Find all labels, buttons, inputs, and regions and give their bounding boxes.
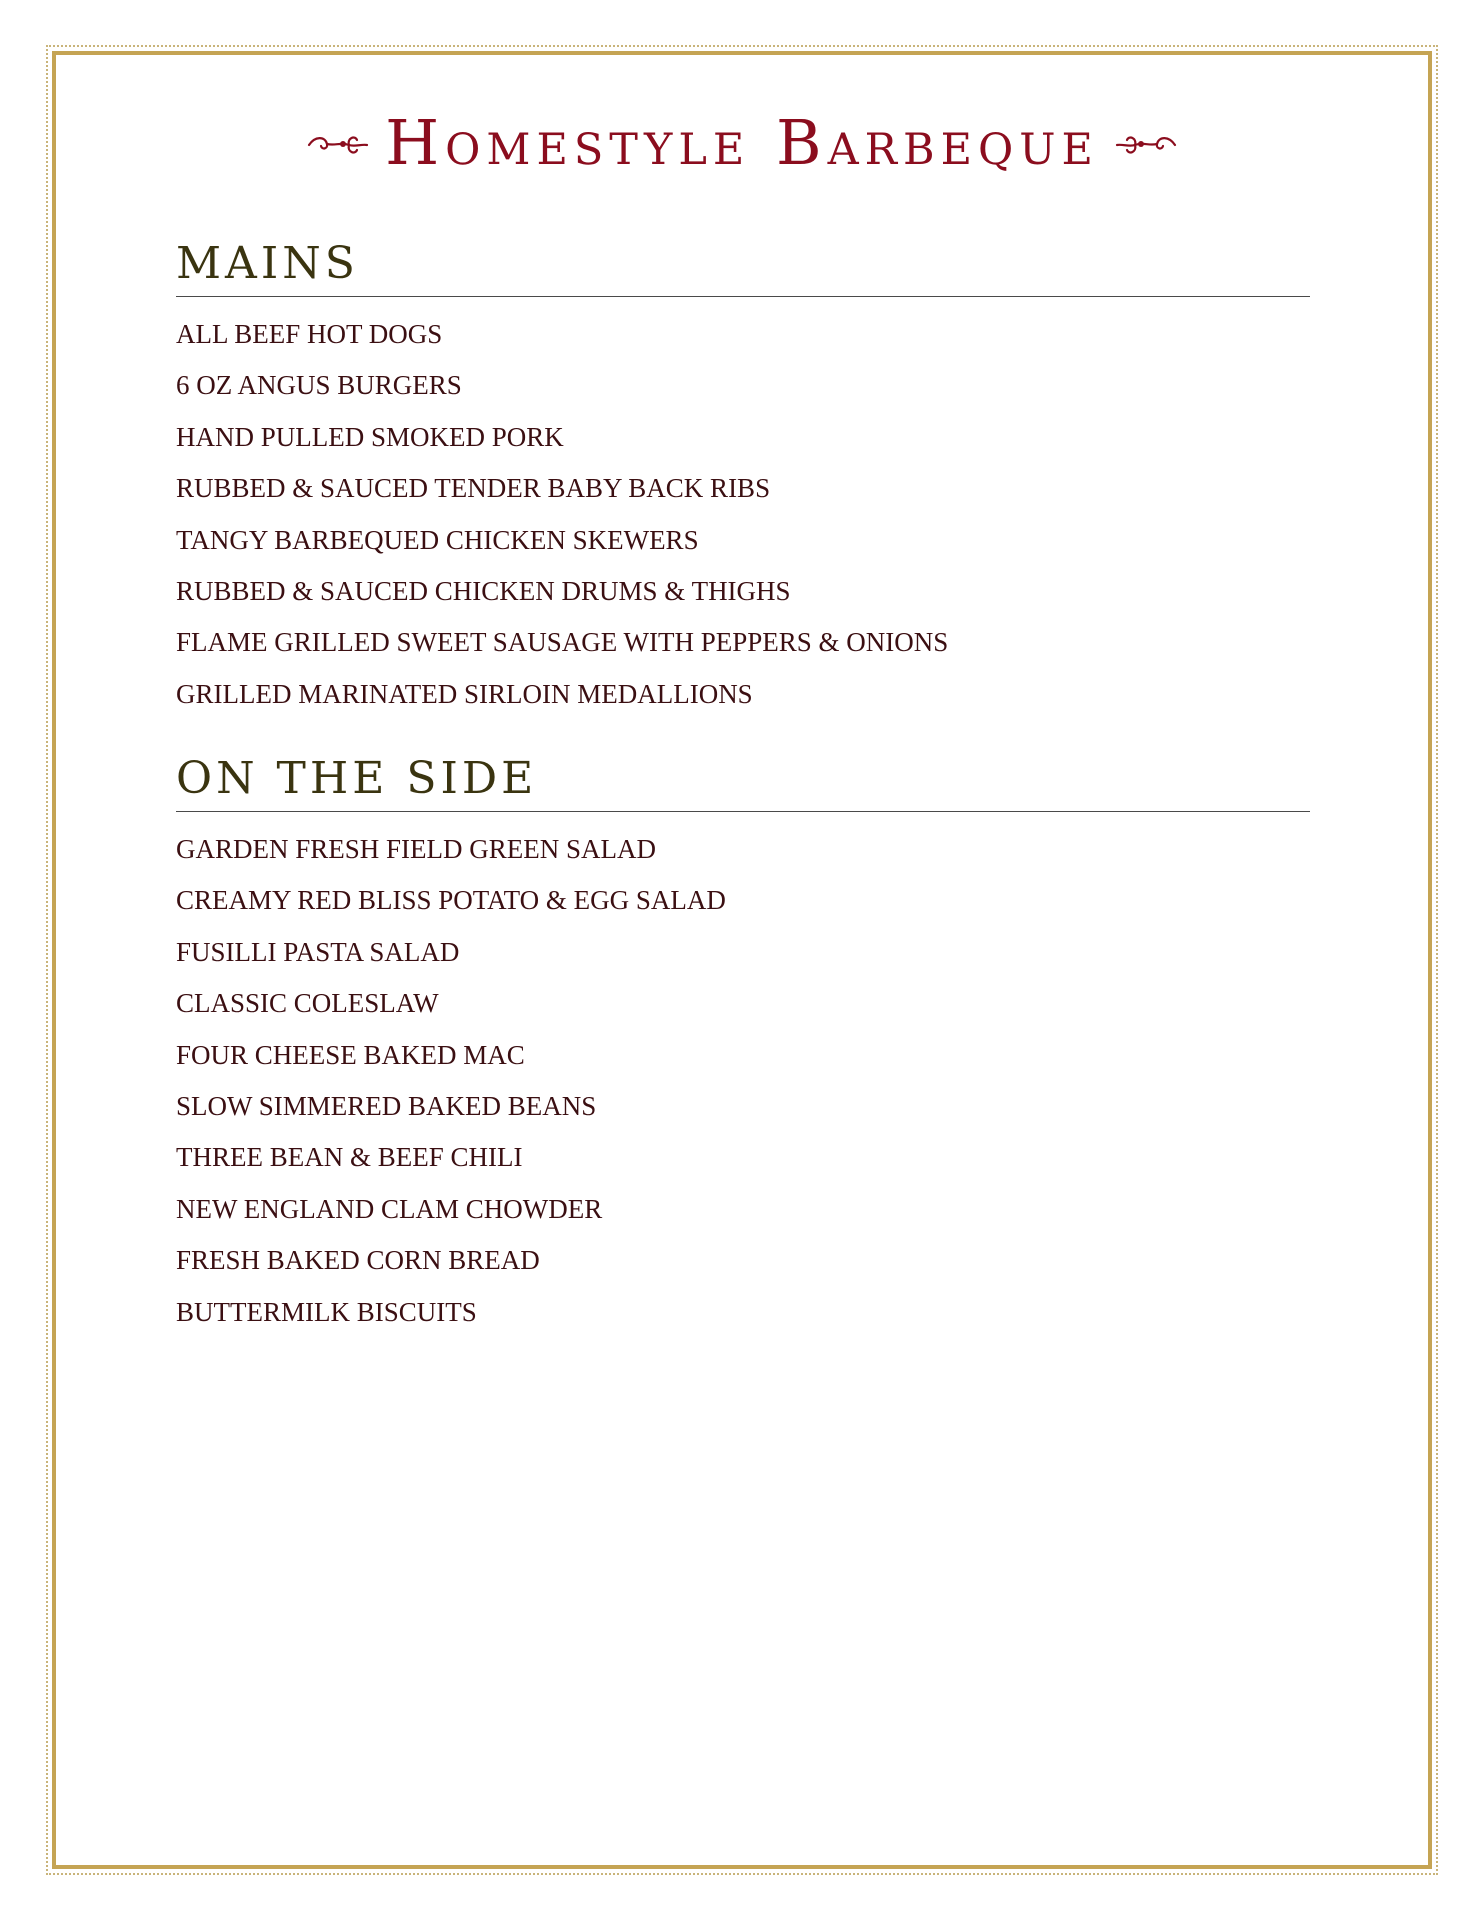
scroll-flourish-icon: [1113, 130, 1179, 160]
section-heading: MAINS: [176, 242, 1310, 297]
menu-item: FRESH BAKED CORN BREAD: [176, 1245, 540, 1276]
menu-header: [0, 105, 1484, 185]
menu-item: CLASSIC COLESLAW: [176, 988, 439, 1019]
menu-item: TANGY BARBEQUED CHICKEN SKEWERS: [176, 524, 699, 555]
menu-item: SLOW SIMMERED BAKED BEANS: [176, 1090, 597, 1121]
menu-item: GRILLED MARINATED SIRLOIN MEDALLIONS: [176, 678, 753, 709]
menu-item: RUBBED & SAUCED TENDER BABY BACK RIBS: [176, 473, 771, 504]
menu-item: HAND PULLED SMOKED PORK: [176, 421, 564, 452]
menu-title: Homestyle Barbeque: [385, 106, 1099, 179]
menu-item: 6 OZ ANGUS BURGERS: [176, 370, 462, 401]
menu-item: FLAME GRILLED SWEET SAUSAGE WITH PEPPERS & ONIONS: [176, 627, 949, 658]
section-mains: [176, 238, 1310, 720]
menu-item: FOUR CHEESE BAKED MAC: [176, 1039, 525, 1070]
menu-item-list: [176, 824, 1310, 1338]
menu-item-list: [176, 309, 1310, 720]
menu-item: CREAMY RED BLISS POTATO & EGG SALAD: [176, 885, 726, 916]
menu-item: ALL BEEF HOT DOGS: [176, 319, 443, 349]
menu-item: RUBBED & SAUCED CHICKEN DRUMS & THIGHS: [176, 575, 791, 606]
menu-item: GARDEN FRESH FIELD GREEN SALAD: [176, 834, 657, 864]
menu-item: BUTTERMILK BISCUITS: [176, 1296, 477, 1327]
menu-item: THREE BEAN & BEEF CHILI: [176, 1142, 523, 1173]
section-on-the-side: [176, 753, 1310, 1338]
menu-item: FUSILLI PASTA SALAD: [176, 936, 460, 967]
section-heading: ON THE SIDE: [176, 757, 1310, 812]
menu-item: NEW ENGLAND CLAM CHOWDER: [176, 1193, 603, 1224]
scroll-flourish-icon: [305, 130, 371, 160]
